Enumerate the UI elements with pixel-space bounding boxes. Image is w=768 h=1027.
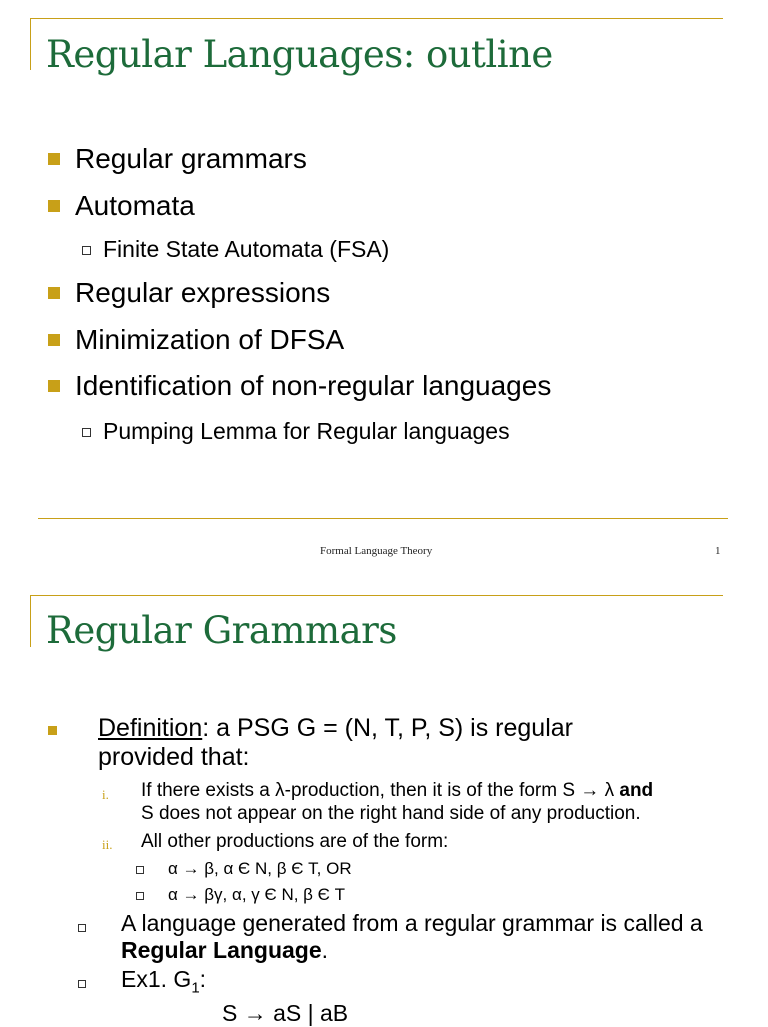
list-item: Identification of non-regular languages xyxy=(75,370,552,401)
list-item: Regular expressions xyxy=(75,277,331,308)
definition xyxy=(98,714,738,772)
bullet-square xyxy=(48,334,60,346)
bullet-square xyxy=(48,153,60,165)
slide-title: Regular Grammars xyxy=(46,609,397,652)
definition-text-2: provided that: xyxy=(98,743,250,771)
condition-text: All other productions are of the form: xyxy=(141,831,449,852)
title-tick xyxy=(30,18,31,70)
bullet-square xyxy=(48,380,60,392)
language-note: A language generated from a regular grammar is called a Regular Language. xyxy=(121,910,703,963)
example-production: S → aS | aB xyxy=(222,1000,349,1026)
footer-rule xyxy=(38,518,728,519)
sub-bullet-square xyxy=(78,924,86,932)
production-rule: α → β, α Є N, β Є T, OR xyxy=(168,859,352,878)
page-number: 1 xyxy=(715,545,721,557)
slide-2 xyxy=(0,580,768,1024)
bullet-square xyxy=(48,200,60,212)
definition-label: Definition xyxy=(98,714,203,742)
title-tick xyxy=(30,595,31,647)
bullet-square xyxy=(48,287,60,299)
roman-marker: ii. xyxy=(102,837,113,852)
condition-text: If there exists a λ-production, then it is of the form S → λ and S does not appear on the right hand side of any production. xyxy=(141,780,654,824)
definition-text: : a PSG G = (N, T, P, S) is regular xyxy=(202,714,573,742)
sub-list-item: Pumping Lemma for Regular languages xyxy=(103,418,510,444)
title-rule xyxy=(30,18,723,19)
footer-title: Formal Language Theory xyxy=(320,545,433,557)
sub-bullet-square xyxy=(82,246,91,255)
bullet-square xyxy=(48,726,57,735)
slide-title: Regular Languages: outline xyxy=(46,33,553,76)
list-item: Regular grammars xyxy=(75,143,307,174)
sub-bullet-square xyxy=(78,980,86,988)
sub-bullet-square xyxy=(136,866,144,874)
roman-marker: i. xyxy=(102,787,109,802)
title-rule xyxy=(30,595,723,596)
sub-bullet-square xyxy=(136,892,144,900)
list-item: Automata xyxy=(75,190,195,221)
production-rule: α → βγ, α, γ Є N, β Є T xyxy=(168,885,345,904)
list-item: Minimization of DFSA xyxy=(75,324,345,355)
example-label: Ex1. $G_1$: xyxy=(121,966,207,997)
sub-list-item: Finite State Automata (FSA) xyxy=(103,236,390,262)
sub-bullet-square xyxy=(82,428,91,437)
